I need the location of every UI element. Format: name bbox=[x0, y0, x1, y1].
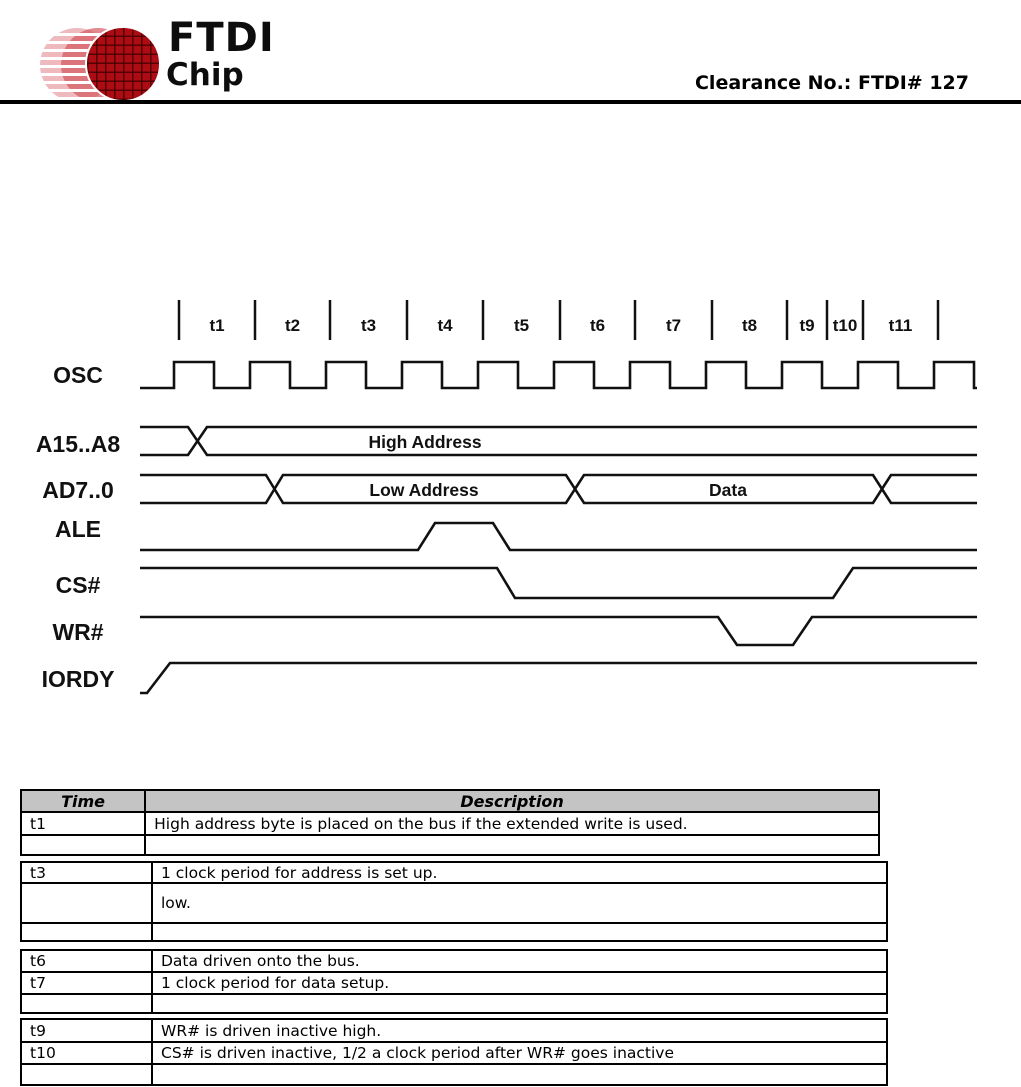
description-cell bbox=[145, 835, 879, 855]
description-cell: 1 clock period for address is set up. bbox=[152, 862, 887, 883]
signal-label: AD7..0 bbox=[42, 477, 114, 503]
description-cell: High address byte is placed on the bus if the extended write is used. bbox=[145, 812, 879, 835]
ad7-0-bus-bottom bbox=[140, 475, 977, 503]
time-cell: t1 bbox=[21, 812, 145, 835]
waveforms bbox=[140, 362, 977, 693]
time-cell bbox=[21, 994, 152, 1013]
table-row bbox=[21, 1064, 887, 1085]
table-row bbox=[21, 812, 879, 835]
signal-label: WR# bbox=[52, 619, 104, 645]
timing-table-section bbox=[20, 1018, 888, 1086]
ale-waveform bbox=[140, 523, 977, 550]
tick-label: t4 bbox=[437, 316, 453, 335]
table-row bbox=[21, 950, 887, 972]
tick-label: t9 bbox=[799, 316, 815, 335]
time-cell: t9 bbox=[21, 1019, 152, 1042]
table-row bbox=[21, 1042, 887, 1064]
time-cell bbox=[21, 883, 152, 923]
signal-label: CS# bbox=[55, 572, 101, 598]
time-cell: t7 bbox=[21, 972, 152, 994]
table-header-description: Description bbox=[145, 790, 879, 812]
timing-table-section bbox=[20, 949, 888, 1014]
logo-text-ftdi: FTDI bbox=[168, 15, 275, 61]
table-row bbox=[21, 1019, 887, 1042]
timing-table bbox=[20, 789, 880, 1086]
description-cell: low. bbox=[152, 883, 887, 923]
cs-waveform bbox=[140, 568, 977, 598]
bus-label: Low Address bbox=[369, 480, 479, 500]
tick-label: t8 bbox=[741, 316, 758, 335]
tick-label: t3 bbox=[360, 316, 377, 335]
description-cell bbox=[152, 1064, 887, 1085]
timing-diagram bbox=[0, 290, 1021, 702]
description-cell bbox=[152, 923, 887, 941]
table-row bbox=[21, 994, 887, 1013]
description-cell: Data driven onto the bus. bbox=[152, 950, 887, 972]
wr-waveform bbox=[140, 617, 977, 645]
a15-a8-bus-top bbox=[140, 427, 977, 455]
tick-label: t6 bbox=[589, 316, 606, 335]
time-cell: t10 bbox=[21, 1042, 152, 1064]
bus-label: High Address bbox=[368, 432, 482, 452]
tick-label: t2 bbox=[284, 316, 301, 335]
iordy-waveform bbox=[140, 663, 977, 693]
time-cell bbox=[21, 835, 145, 855]
signal-label: ALE bbox=[55, 516, 101, 542]
table-row bbox=[21, 862, 887, 883]
time-cell bbox=[21, 1064, 152, 1085]
osc-waveform bbox=[140, 362, 977, 388]
description-cell: 1 clock period for data setup. bbox=[152, 972, 887, 994]
logo-text-chip: Chip bbox=[166, 57, 244, 93]
signal-label: A15..A8 bbox=[35, 431, 121, 457]
bus-label: Data bbox=[709, 480, 747, 500]
tick-label: t10 bbox=[832, 316, 858, 335]
table-row bbox=[21, 923, 887, 941]
description-cell: WR# is driven inactive high. bbox=[152, 1019, 887, 1042]
timing-table-section bbox=[20, 861, 888, 942]
table-header-time: Time bbox=[21, 790, 145, 812]
ad7-0-bus-top bbox=[140, 475, 977, 503]
table-row bbox=[21, 972, 887, 994]
time-cell: t3 bbox=[21, 862, 152, 883]
header-rule bbox=[0, 100, 1021, 104]
ftdi-logo bbox=[40, 10, 320, 102]
timing-table-section bbox=[20, 789, 880, 856]
time-cell: t6 bbox=[21, 950, 152, 972]
tick-label: t11 bbox=[888, 316, 913, 335]
tick-label: t5 bbox=[513, 316, 530, 335]
table-header-row bbox=[21, 790, 879, 812]
a15-a8-bus-bottom bbox=[140, 427, 977, 455]
description-cell: CS# is driven inactive, 1/2 a clock period after WR# goes inactive bbox=[152, 1042, 887, 1064]
tick-label: t7 bbox=[665, 316, 682, 335]
signal-label: IORDY bbox=[41, 666, 115, 692]
signal-label: OSC bbox=[53, 362, 103, 388]
table-row bbox=[21, 835, 879, 855]
description-cell bbox=[152, 994, 887, 1013]
logo-disc bbox=[85, 26, 161, 102]
tick-label: t1 bbox=[209, 316, 225, 335]
table-row bbox=[21, 883, 887, 923]
clearance-text: Clearance No.: FTDI# 127 bbox=[694, 72, 969, 94]
time-cell bbox=[21, 923, 152, 941]
